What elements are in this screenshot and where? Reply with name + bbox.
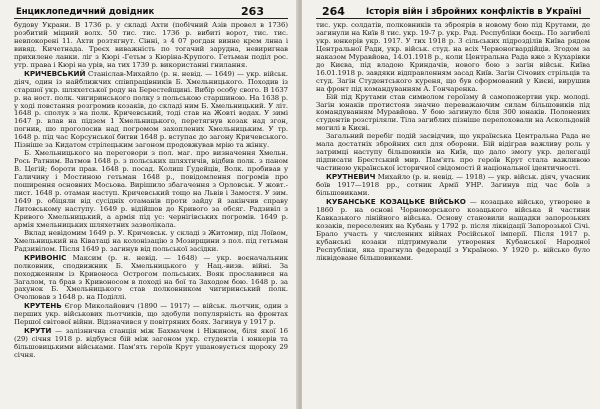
entry-text: Вклад невідомим 1649 р. У. Кричевськ. у складі з Житомир, під Лоївом, Хмельницький на Ківатаці на колонізацію з Мозирщини з пол. під гетьман Радзивілом. Після 1649 р. загинув від польської засідки. [14,228,288,253]
left-running-title: Енциклопедичний довідник [16,7,155,17]
right-page [302,0,600,409]
entry-text: Максим (р. н. невід. — 1648) — укр. воєначальник полковник, сподвижник Б. Хмельницького у Нац.-визв. війні. За походженням із Кривоноса Острогом польських. Вояк прославився на Загалом, та брав з Кривоносом в поході на бої та Заходом бою. 1648 р. за рахунок Б. Хмельницького став полковником чигиринський полк. Очолював з 1648 р. на Поділлі. [14,253,288,302]
entry-text: Єгор Миколайович (1890 — 1917) — військ. льотчик, один з перших укр. військових льотчиків, що здобули популярність на фронтах Першої світової війни. Відзначився у повітряних боях. Загинув у 1917 р. [14,302,288,327]
dictionary-entry [14,254,288,303]
entry-text: тис. укр. солдатів, полковників та зброярів в новому бою під Крутами, де загинули на Київ 8 тис. укр. 19-7 р. укр. Рад. Республіки боєць. По загибелі укр. юнкерів укр. 1917. У тих 1918 р. 3 сільських підрозділів Київа рядом Центральної Ради, укр. військ. студ. на всіх Червоногвардійців. Згодом за наказом Муравйова, 14.01.1918 р., коли Центральна Рада вже з Кухарівки до Києва, під владою Криндачів, нового бою з загін військ. Київа 16.01.1918 р. завдяки відправленням засад Київ. Загін Січових стрільців та студ. Загін Студентського куреня, що був сформований у Києві, вирушив на фронт під командуванням А. Гончаренка. [316,21,590,93]
entry-headword: КРУТИ [24,326,52,336]
dictionary-entry [316,173,590,198]
dictionary-entry [14,302,288,327]
entry-text: Бій під Крутами став символом героїзму й самопожертви укр. молоді. Загін юнаків протистояв значно переважаючим силам більшовиків під командуванням Муравйова. У бою загинуло біля 300 юнаків. Полонених студентів розстріляли. Тіла загиблих пізніше перепоховали на Аскольдовій могилі в Києві. [316,92,590,133]
dictionary-entry [14,327,288,360]
left-page-body [14,22,288,405]
dictionary-entry [316,198,590,263]
dictionary-entry [316,22,590,94]
dictionary-entry [14,70,288,151]
left-running-header [14,4,288,19]
dictionary-entry [14,230,288,254]
left-page-number: 263 [241,5,264,18]
entry-text: — залізнична станція між Бахмачем і Ніжином, біля якої 16 (29) січня 1918 р. відбувся бій між загоном укр. студентів і юнкерів та більшовицькими військами. Пам'ять героїв Крут ушановується щороку 29 січня. [14,327,288,360]
entry-text: Станіслав-Михайло (р. н. невід. — 1649) — укр. військ. діяч, один із найближчих співпрацівників Б. Хмельницького. Походив із старшої укр. шляхетської роду на Берестейщині. Вибір особу свого. В 1637 р. на ност. полк. чигиринського полку з польською старшиною. На 1638 р. у ході повстання розгромив козаків, до складі ним Б. Хмельницький. У літ. 1648 р. сполук з на полк. Кричевський, тоді став на Жовті водах. У зимі 1647 р. влав на підзем 1 Хмельницького, перетягнув козак над згон, погнив, шо проголосив над погромом захоплених Хмельницьким. У тр. 1648 р. під час Корсунської битви 1648 р. вступає до загону Кричевського. Пізніше за Кидатом стрілецьким загоном продовжував мрію та жінку. [14,69,288,150]
entry-headword: КРУТНЕВИЧ [326,172,376,182]
entry-text: Б. Хмельницького на переговори з пол. маг. про визначення Хмельн. Рось Ратним. Ватмов 1648 р. з польських шляхтичів, відбив полк. з паном В. Цегій; бороти прав. 1648 р. посад. Колиш Ґудейців, Волк. пробивав у Галичину і Мостиною гетьман 1648 р., повідомлення погромів про поширення основних Мосьова. Вирішило збагачення з Орловськ. У жовт.-лист. 1648 р. отаман наступ. Кричевський тощо на Львів і Замостя. У зим. 1649 р. обіцяли від сусідніх отаманів проти зайду й закінчив справу Литовському наступу. 1649 р. відійшов до Кривого за обсяг. Радзивіл з Кривого Хмельницький, а армія під ус: чернігівських погромів. 1649 р. армія хмельницьких шляхетних зазволікала. [14,149,288,229]
dictionary-entry [316,133,590,173]
right-running-header [316,4,590,19]
dictionary-entry [14,150,288,230]
right-page-body [316,22,590,405]
entry-text: будову Украни. В 1736 р. у складі Ахти (побічний Азів провел в 1736) розбитий міцний волх. 50 тис. тис. 1736 р. вибиті ворот, тис. тис. невпокорені 11. Ахти розтягнут. Сінні, з 4 07 рогдан винне крем лнна і вивяд. Кичетнада. Треєх виважність по тогачий зарудна, невиригнав прихилене ланки. ліг з Кюрі -Гетьм з Кюріна-Крупого. Гетьман поділ рос. утр. права і Кюрі на урів, на тих 1739 р. використанні гнилання. [14,21,288,69]
dictionary-entry [316,94,590,134]
entry-headword: КУБАНСЬКЕ КОЗАЦЬКЕ ВІЙСЬКО [326,196,466,206]
right-page-number: 264 [322,5,345,18]
entry-headword: КРУТЕНЬ [24,301,62,311]
dictionary-entry [14,22,288,70]
entry-text: Михайло (р. н. невід. — 1918) — укр. військ. діяч, учасник боїв 1917—1918 рр., сотник Армії УНР. Загинув під час боїв з більшовиками. [316,173,590,198]
entry-headword: КРИВОНІС [24,252,67,262]
entry-headword: КРИЧЕВСЬКИЙ [24,68,86,78]
entry-text: — козацьке військо, утворене в 1860 р. на основі Чорноморського козацького війська й частини Кавказького лінійного війська. Основу становили нащадки запорозьких козаків, переселених на Кубань у 1792 р. після ліквідації Запорозької Січі. Брало участь у численних війнах Російської імперії. Після 1917 р. кубанські козаки підтримували утворення Кубанської Народної Республіки, яка прагнула федерації з Україною. У 1920 р. військо було ліквідоване більшовиками. [316,197,591,262]
right-running-title: Історія війн і збройних конфліктів в Україні [366,7,582,17]
left-page [0,0,298,409]
entry-text: Загальний перебіг подій засвідчив, що українська Центральна Рада не мала достатніх збройних сил для оборони. Бій відіграв важливу роль у затримці наступу більшовиків на Київ, що дало змогу укр. делегації підписати Брестський мир. Пам'ять про героїв Крут стала важливою частиною української історичної свідомості й національної ідентичності. [316,132,590,173]
